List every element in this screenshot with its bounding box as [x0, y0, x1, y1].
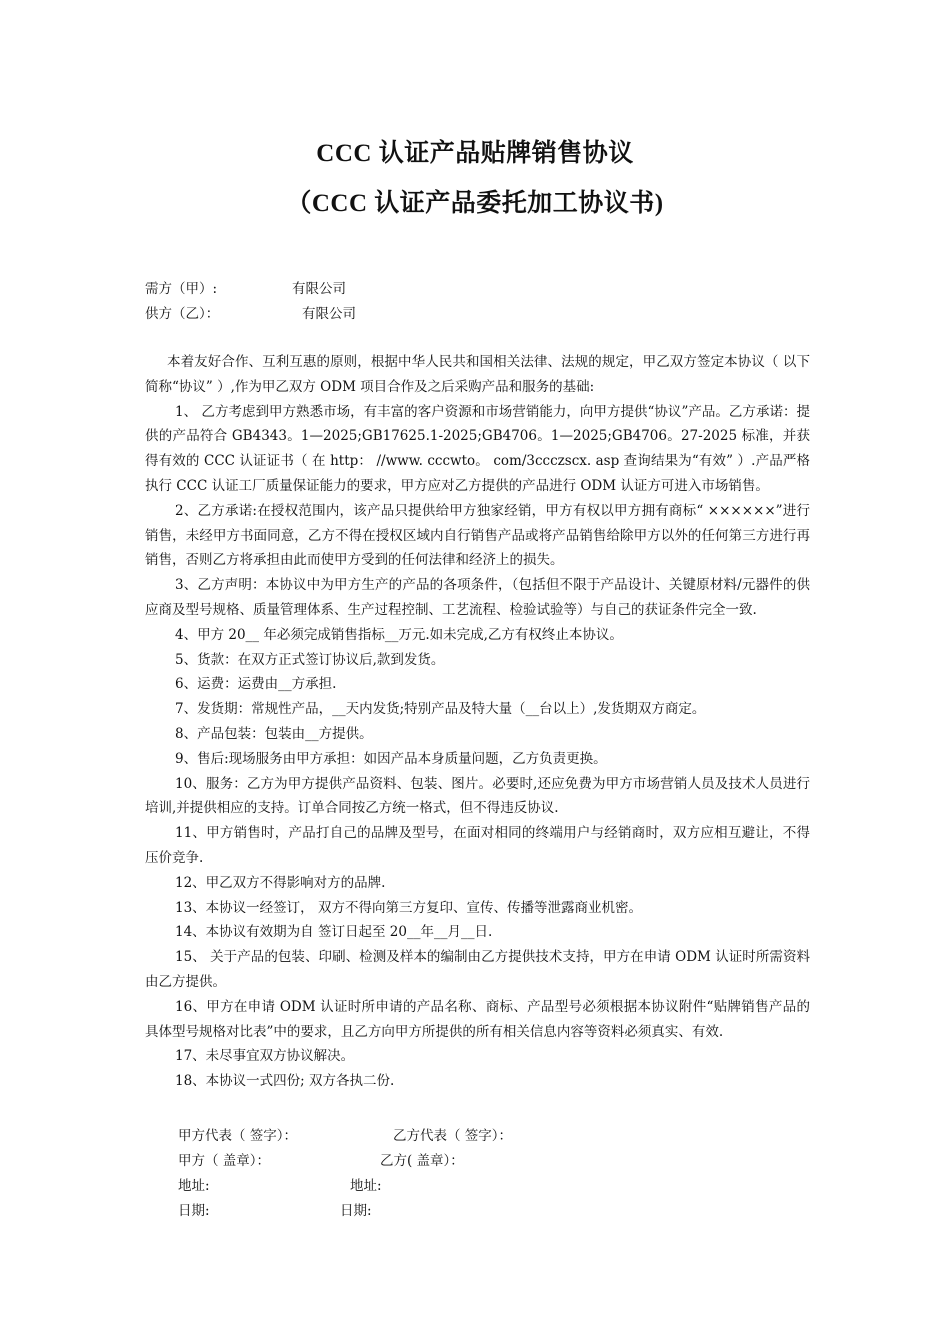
agreement-body [145, 350, 810, 1094]
clause-8: 8、产品包装：包装由__方提供。 [175, 725, 373, 742]
party-b-rep-signature: 乙方代表（ 签字）： [393, 1128, 513, 1144]
clause-18: 18、本协议一式四份; 双方各执二份. [175, 1073, 395, 1090]
clause-12: 12、甲乙双方不得影响对方的品牌. [175, 874, 386, 891]
document-title: CCC 认证产品贴牌销售协议 [316, 140, 634, 167]
party-b-seal: 乙方( 盖章）： [380, 1153, 464, 1169]
document-subtitle: （CCC 认证产品委托加工协议书) [286, 190, 664, 217]
clause-7: 7、发货期：常规性产品，__天内发货;特别产品及特大量（__台以上）,发货期双方商定。 [175, 701, 706, 718]
clause-13: 13、本协议一经签订， 双方不得向第三方复印、宣传、传播等泄露商业机密。 [175, 899, 642, 916]
clause-10: 10、服务：乙方为甲方提供产品资料、包装、图片。必要时,还应免费为甲方市场营销人员及技术人员进行培训,并提供相应的支持。订单合同按乙方统一格式，但不得违反协议. [145, 775, 810, 817]
clause-6: 6、运费：运费由__方承担. [175, 676, 337, 693]
clause-2: 2、乙方承诺:在授权范围内，该产品只提供给甲方独家经销，甲方有权以甲方拥有商标“ ××××××”进行销售，未经甲方书面同意，乙方不得在授权区域内自行销售产品或将产品销售给除甲方以外的任何第三方进行再销售，否则乙方将承担由此而使甲方受到的任何法律和经济上的损失。 [145, 502, 810, 569]
buyer-name: 有限公司 [292, 281, 346, 297]
party-a-address: 地址: [178, 1178, 210, 1194]
buyer-label: 需方（甲）: [145, 281, 218, 297]
clause-15: 15、 关于产品的包装、印刷、检测及样本的编制由乙方提供技术支持，甲方在申请 ODM 认证时所需资料由乙方提供。 [145, 949, 810, 990]
clause-3: 3、乙方声明：本协议中为甲方生产的产品的各项条件，（包括但不限于产品设计、关键原材料/元器件的供应商及型号规格、质量管理体系、生产过程控制、工艺流程、检验试验等）与自己的获证条件完全一致. [145, 577, 810, 618]
clause-14: 14、本协议有效期为自 签订日起至 20__年__月__日. [175, 924, 493, 941]
party-a-date: 日期: [178, 1203, 210, 1219]
supplier-name: 有限公司 [302, 306, 356, 322]
party-b-address: 地址: [350, 1178, 382, 1194]
party-a-rep-signature: 甲方代表（ 签字）： [178, 1128, 298, 1144]
party-b-date: 日期: [340, 1203, 372, 1219]
party-a-seal: 甲方（ 盖章）： [178, 1153, 271, 1169]
intro-paragraph: 本着友好合作、互利互惠的原则，根据中华人民共和国相关法律、法规的规定，甲乙双方签定本协议（ 以下简称“协议” ）,作为甲乙双方 ODM 项目合作及之后采购产品和服务的基础: [145, 354, 810, 395]
supplier-label: 供方（乙）： [145, 306, 220, 322]
clause-5: 5、货款：在双方正式签订协议后,款到发货。 [175, 651, 445, 668]
clause-16: 16、甲方在申请 ODM 认证时所申请的产品名称、商标、产品型号必须根据本协议附件“贴牌销售产品的具体型号规格对比表”中的要求，且乙方向甲方所提供的所有相关信息内容等资料必须真实、有效. [145, 998, 810, 1040]
clause-11: 11、甲方销售时，产品打自己的品牌及型号，在面对相同的终端用户与经销商时，双方应相互避让，不得压价竞争. [145, 825, 810, 866]
clause-1: 1、 乙方考虑到甲方熟悉市场，有丰富的客户资源和市场营销能力，向甲方提供“协议”产品。乙方承诺：提供的产品符合 GB4343。1—2025;GB17625.1-2025;GB4706。1—2025;GB4706。27-2025 标准，并获得有效的 CCC 认证证书（ 在 http： //www. cccwto。 com/3ccczscx. asp 查询结果为“有效” ）.产品严格执行 CCC 认证工厂质量保证能力的要求，甲方应对乙方提供的产品进行 ODM 认证方可进入市场销售。 [145, 403, 810, 494]
clause-17: 17、未尽事宜双方协议解决。 [175, 1048, 355, 1065]
clause-4: 4、甲方 20__ 年必须完成销售指标__万元.如未完成,乙方有权终止本协议。 [175, 626, 623, 643]
clause-9: 9、售后:现场服务由甲方承担：如因产品本身质量问题，乙方负责更换。 [175, 750, 607, 767]
